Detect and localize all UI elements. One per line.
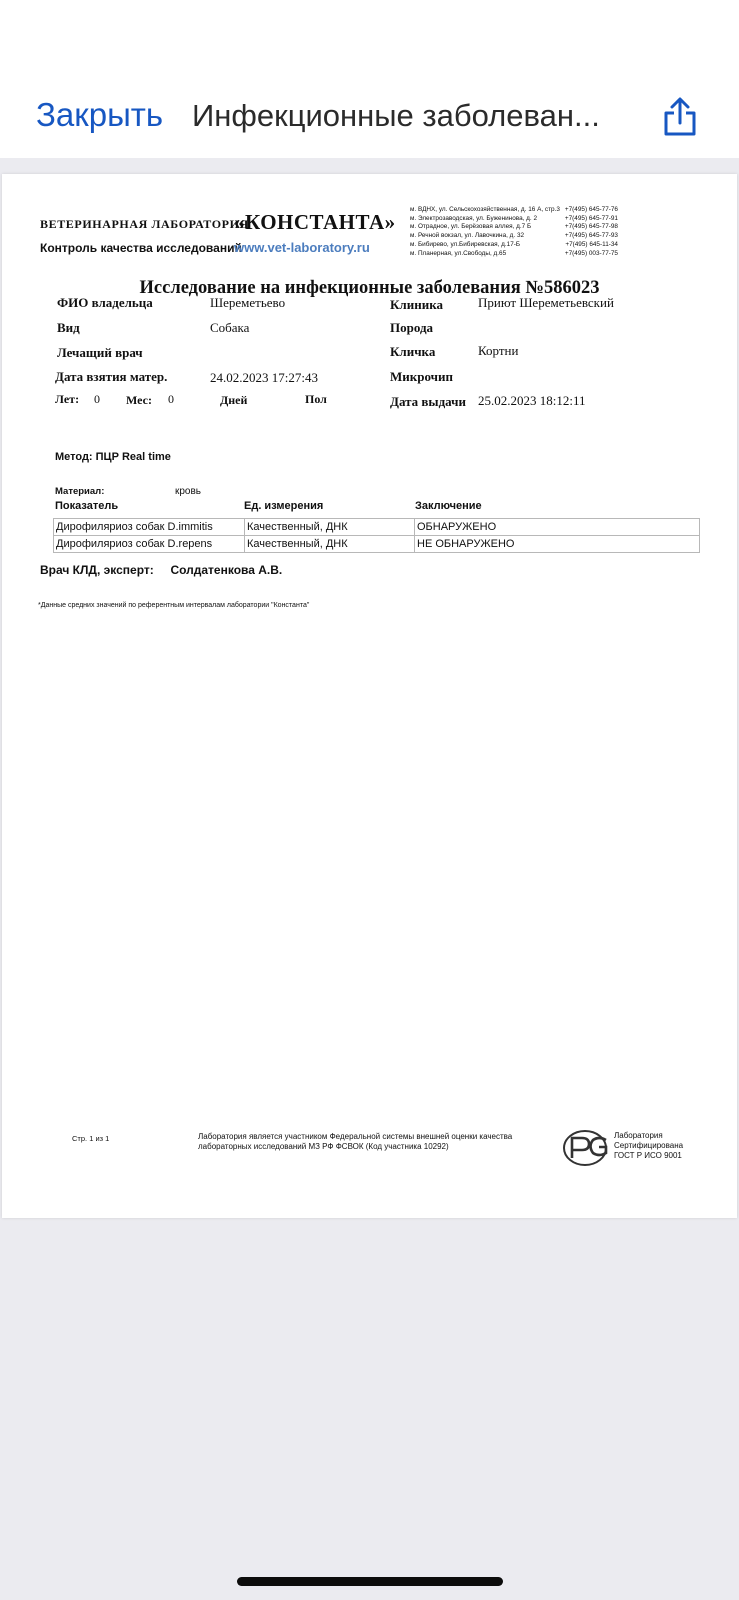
breed-label: Порода (390, 320, 434, 335)
years-label: Лет: (55, 392, 80, 406)
material-label: Материал: (55, 486, 105, 497)
document-title: Инфекционные заболеван... (192, 98, 600, 133)
fsvok-statement: Лаборатория является участником Федеральной системы внешней оценки качества лабораторных исследований МЗ РФ ФСВОК (Код участника 10292) (198, 1132, 513, 1151)
results-table (53, 518, 700, 553)
lab-name: ВЕТЕРИНАРНАЯ ЛАБОРАТОРИЯ (40, 217, 249, 231)
owner-value: Шереметьево (210, 295, 286, 310)
days-label: Дней (220, 393, 248, 407)
address-row: м. Речной вокзал, ул. Лавочкина, д. 32 +7(495) 645-77-93 (410, 232, 618, 240)
close-button[interactable]: Закрыть (36, 96, 164, 133)
sex-label: Пол (305, 392, 327, 406)
years-value: 0 (94, 392, 100, 406)
address-row: м. ВДНХ, ул. Сельскохозяйственная, д. 16 А, стр.3 +7(495) 645-77-76 (410, 206, 618, 213)
months-label: Мес: (126, 393, 152, 407)
indicator-cell: Дирофиляриоз собак D.immitis (54, 519, 245, 536)
report-title: Исследование на инфекционные заболевания №586023 (139, 278, 600, 298)
material-value: кровь (175, 486, 202, 497)
table-row (54, 536, 700, 553)
lab-addresses (410, 206, 618, 258)
doctor-label: Лечащий врач (57, 345, 143, 360)
microchip-label: Микрочип (390, 369, 453, 384)
certification-text: Лаборатория Сертифицирована ГОСТ Р ИСО 9001 (614, 1131, 684, 1160)
months-value: 0 (168, 392, 174, 406)
sample-date-value: 24.02.2023 17:27:43 (210, 370, 318, 385)
expert-signature (40, 563, 282, 577)
lab-brand: «КОНСТАНТА» (234, 210, 396, 234)
navigation-bar (0, 0, 739, 158)
unit-cell: Качественный, ДНК (245, 536, 415, 553)
lab-website-link[interactable]: www.vet-laboratory.ru (234, 240, 370, 255)
certification-logo-icon (562, 1128, 610, 1168)
issue-date-value: 25.02.2023 18:12:11 (478, 393, 586, 408)
conclusion-cell: ОБНАРУЖЕНО (415, 519, 700, 536)
issue-date-label: Дата выдачи (390, 394, 466, 409)
expert-name: Солдатенкова А.В. (170, 563, 283, 577)
clinic-value: Приют Шереметьевский (478, 295, 614, 310)
species-label: Вид (57, 320, 80, 335)
address-row: м. Бибирево, ул.Бибиревская, д.17-Б +7(495) 645-11-34 (410, 240, 618, 248)
column-header-unit: Ед. измерения (244, 500, 324, 512)
document-page (2, 174, 737, 1218)
conclusion-cell: НЕ ОБНАРУЖЕНО (415, 536, 700, 553)
owner-label: ФИО владельца (57, 295, 153, 310)
species-value: Собака (210, 320, 250, 335)
share-icon (660, 96, 700, 138)
indicator-cell: Дирофиляриоз собак D.repens (54, 536, 245, 553)
clinic-label: Клиника (390, 297, 443, 312)
column-header-conclusion: Заключение (415, 500, 482, 512)
method-label: Метод: ПЦР Real time (55, 451, 171, 463)
home-indicator[interactable] (237, 1577, 503, 1586)
address-row: м. Электрозаводская, ул. Буженинова, д. 2 +7(495) 645-77-91 (410, 214, 618, 222)
nickname-label: Кличка (390, 344, 436, 359)
address-row: м. Планерная, ул.Свободы, д.65 +7(495) 003-77-75 (410, 249, 618, 257)
reference-note: *Данные средних значений по референтным интервалам лаборатории "Константа" (38, 602, 310, 609)
column-header-indicator: Показатель (55, 500, 119, 512)
share-button[interactable] (660, 96, 700, 138)
address-row: м. Отрадное, ул. Берёзовая аллея, д.7 Б +7(495) 645-77-98 (410, 223, 618, 231)
table-row (54, 519, 700, 536)
page-number: Стр. 1 из 1 (72, 1134, 110, 1143)
unit-cell: Качественный, ДНК (245, 519, 415, 536)
expert-label: Врач КЛД, эксперт: (40, 563, 154, 577)
sample-date-label: Дата взятия матер. (55, 369, 168, 384)
nickname-value: Кортни (478, 343, 519, 358)
lab-subtitle: Контроль качества исследований (40, 241, 242, 255)
